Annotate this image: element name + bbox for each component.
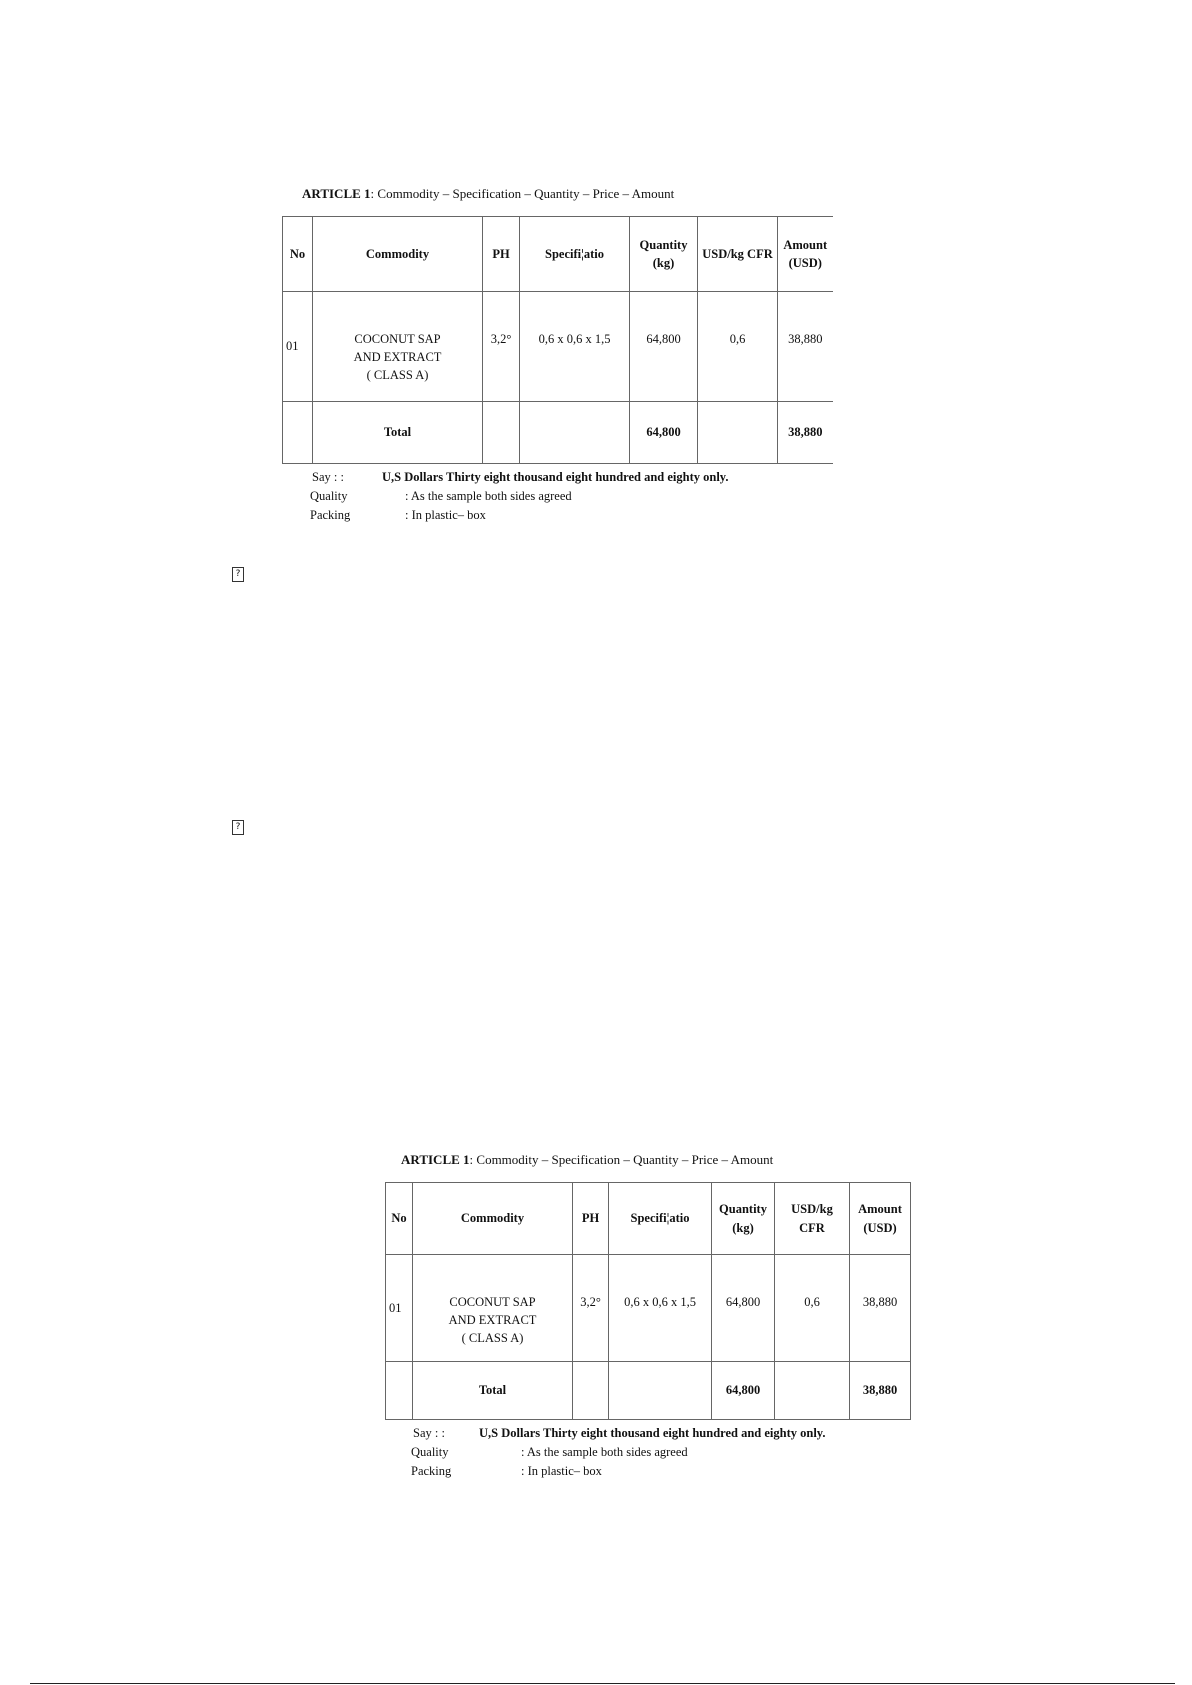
notes xyxy=(282,468,833,525)
spec-image-1 xyxy=(282,186,833,525)
total-row xyxy=(386,1362,911,1420)
total-amount: 38,880 xyxy=(850,1362,911,1420)
header-price: USD/kg CFR xyxy=(698,217,778,292)
commodity-table xyxy=(282,216,833,464)
notes xyxy=(385,1424,911,1481)
header-row xyxy=(283,217,833,292)
total-ph xyxy=(573,1362,609,1420)
header-quantity: Quantity (kg) xyxy=(712,1183,775,1255)
total-ph xyxy=(483,402,520,464)
cell-spec: 0,6 x 0,6 x 1,5 xyxy=(609,1255,712,1362)
cell-quantity: 64,800 xyxy=(630,292,698,402)
commodity-line-2: AND EXTRACT xyxy=(353,350,442,365)
cell-price: 0,6 xyxy=(775,1255,850,1362)
cell-amount: 38,880 xyxy=(850,1255,911,1362)
total-quantity: 64,800 xyxy=(712,1362,775,1420)
say-label: Say : : xyxy=(312,470,344,484)
cell-amount: 38,880 xyxy=(778,292,833,402)
cell-quantity: 64,800 xyxy=(712,1255,775,1362)
total-amount: 38,880 xyxy=(778,402,833,464)
say-label: Say : : xyxy=(413,1426,445,1440)
header-no: No xyxy=(283,217,313,292)
header-specification: Specifi¦atio xyxy=(520,217,630,292)
commodity-line-3: ( CLASS A) xyxy=(461,1331,524,1346)
packing-value: : In plastic– box xyxy=(521,1464,602,1478)
total-price xyxy=(698,402,778,464)
commodity-line-1: COCONUT SAP xyxy=(449,1295,536,1309)
header-ph: PH xyxy=(483,217,520,292)
quality-label: Quality xyxy=(411,1445,449,1459)
article-text: : Commodity – Specification – Quantity – Price – Amount xyxy=(469,1152,774,1167)
header-specification: Specifi¦atio xyxy=(609,1183,712,1255)
say-value: U,S Dollars Thirty eight thousand eight hundred and eighty only. xyxy=(479,1426,826,1440)
commodity-table xyxy=(385,1182,911,1420)
total-spec xyxy=(520,402,630,464)
total-no xyxy=(283,402,313,464)
quality-row xyxy=(385,1443,911,1462)
header-ph: PH xyxy=(573,1183,609,1255)
commodity-line-3: ( CLASS A) xyxy=(366,368,429,383)
total-price xyxy=(775,1362,850,1420)
quality-value: : As the sample both sides agreed xyxy=(521,1445,688,1459)
header-amount: Amount (USD) xyxy=(850,1183,911,1255)
cell-no: 01 xyxy=(386,1255,413,1362)
article-label: ARTICLE 1 xyxy=(302,186,371,201)
commodity-line-1: COCONUT SAP xyxy=(354,332,441,346)
article-heading xyxy=(401,1152,911,1168)
say-row xyxy=(282,468,833,487)
missing-image-icon: ? xyxy=(232,820,244,835)
commodity-line-2: AND EXTRACT xyxy=(448,1313,537,1328)
table-row xyxy=(386,1255,911,1362)
packing-label: Packing xyxy=(310,508,351,522)
header-quantity: Quantity (kg) xyxy=(630,217,698,292)
cell-no: 01 xyxy=(283,292,313,402)
article-label: ARTICLE 1 xyxy=(401,1152,470,1167)
cell-ph: 3,2° xyxy=(573,1255,609,1362)
cell-commodity xyxy=(413,1255,573,1362)
total-label: Total xyxy=(313,402,483,464)
say-value: U,S Dollars Thirty eight thousand eight hundred and eighty only. xyxy=(382,470,729,484)
quality-value: : As the sample both sides agreed xyxy=(405,489,572,503)
packing-row xyxy=(282,506,833,525)
total-no xyxy=(386,1362,413,1420)
packing-label: Packing xyxy=(411,1464,452,1478)
table-row xyxy=(283,292,833,402)
article-text: : Commodity – Specification – Quantity – Price – Amount xyxy=(370,186,675,201)
cell-ph: 3,2° xyxy=(483,292,520,402)
spec-image-2 xyxy=(385,1152,911,1481)
header-commodity: Commodity xyxy=(413,1183,573,1255)
say-row xyxy=(385,1424,911,1443)
cell-commodity xyxy=(313,292,483,402)
article-heading xyxy=(302,186,833,202)
header-amount: Amount (USD) xyxy=(778,217,833,292)
total-quantity: 64,800 xyxy=(630,402,698,464)
quality-label: Quality xyxy=(310,489,348,503)
packing-row xyxy=(385,1462,911,1481)
header-price: USD/kg CFR xyxy=(775,1183,850,1255)
total-spec xyxy=(609,1362,712,1420)
page-bottom-rule xyxy=(30,1683,1175,1684)
packing-value: : In plastic– box xyxy=(405,508,486,522)
missing-image-icon: ? xyxy=(232,567,244,582)
cell-price: 0,6 xyxy=(698,292,778,402)
quality-row xyxy=(282,487,833,506)
header-row xyxy=(386,1183,911,1255)
total-row xyxy=(283,402,833,464)
header-no: No xyxy=(386,1183,413,1255)
total-label: Total xyxy=(413,1362,573,1420)
header-commodity: Commodity xyxy=(313,217,483,292)
cell-spec: 0,6 x 0,6 x 1,5 xyxy=(520,292,630,402)
